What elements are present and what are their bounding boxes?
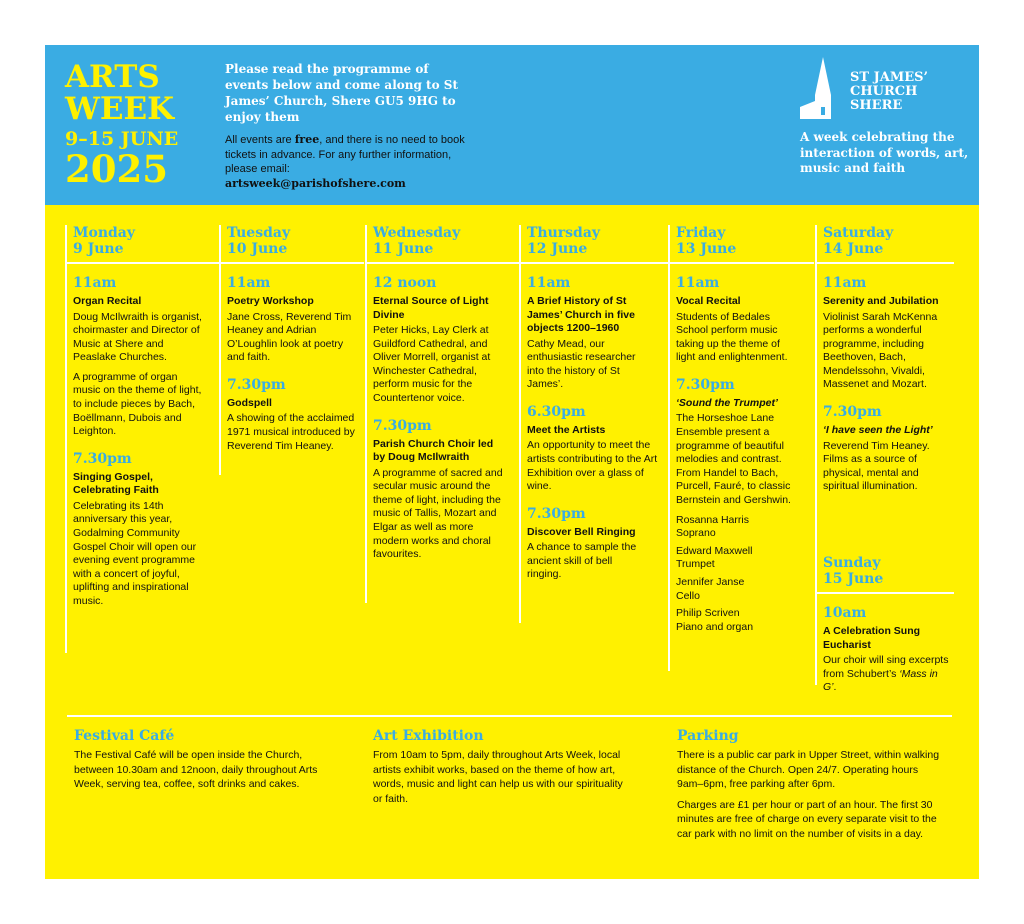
heading-rule [219,262,364,264]
day-events [373,275,505,568]
performer [676,576,808,603]
event-desc: Violinist Sarah McKenna performs a wonderful programme, including Beethoven, Bach, Mendelssohn, Vivaldi, Massenet and Mozart. [823,310,938,391]
performer-name: Rosanna Harris [676,513,749,526]
intro-lead: Please read the programme of events below and come along to St James’ Church, Shere GU5 9HG to enjoy them [225,62,458,124]
day-heading [527,225,600,257]
day-events [676,275,808,638]
day-monday [65,225,202,607]
performer-role: Cello [676,589,700,602]
event-desc: Students of Bedales School perform music taking up the theme of light and enlightenment. [676,310,788,364]
event-title: ‘Sound the Trumpet’ [676,396,778,409]
performer-name: Jennifer Janse [676,575,745,588]
event-desc: A programme of sacred and secular music around the theme of light, including the music of Tallis, Mozart and Elgar as well as more modern works and choral favourites. [373,466,503,561]
performer-role: Soprano [676,527,716,540]
intro-free: free [294,133,320,146]
footer-heading: Parking [677,728,739,744]
performer-role: Piano and organ [676,620,754,633]
day-heading [73,225,135,257]
church-logo [798,57,968,127]
heading-rule [365,262,520,264]
title-year: 2025 [65,147,168,191]
day-heading [227,225,290,257]
event-title: Eternal Source of Light Divine [373,295,489,321]
day-name: Sunday [823,555,881,571]
footer-cafe [74,728,336,798]
event-desc-text: Our choir will sing excerpts from Schubert’s [823,654,949,680]
event-time: 7.30pm [73,450,132,467]
event-time: 11am [227,275,271,291]
column-divider [668,225,670,671]
day-events [823,605,953,701]
title-line-arts: ARTS [65,59,160,95]
poster [45,45,979,879]
day-name: Monday [73,225,136,241]
event-desc: A chance to sample the ancient skill of bell ringing. [527,541,637,581]
event-title: Godspell [227,396,272,409]
day-date: 9 June [73,241,124,257]
event-desc: Cathy Mead, our enthusiastic researcher into the history of St James’. [527,337,636,391]
event-title: ‘I have seen the Light’ [823,424,933,437]
day-heading [373,225,460,257]
day-events [527,275,659,588]
intro-body-after: , and there is no need to book tickets in advance. For any further information, please email: [225,134,465,175]
event-title: Serenity and Jubilation [823,295,939,307]
performer-name: Edward Maxwell [676,544,753,557]
event-desc-end: . [833,681,837,694]
event-title: Parish Church Choir led by Doug McIlwraith [373,437,494,464]
day-name: Wednesday [373,225,461,241]
event-time: 11am [527,275,571,291]
day-heading [676,225,736,257]
event-time: 6.30pm [527,403,586,420]
title-line-week: WEEK [65,91,175,127]
heading-rule [815,262,954,264]
column-divider [519,225,521,623]
event-time: 7.30pm [227,376,286,393]
performer-role: Trumpet [676,558,715,571]
event-time: 11am [73,275,117,291]
event-desc-italic: ‘Mass in G’ [823,667,938,694]
day-name: Friday [676,225,726,241]
heading-rule [65,262,220,264]
event-time: 7.30pm [823,404,882,421]
footer-divider [67,715,952,717]
day-tuesday [219,225,355,452]
day-saturday [815,225,949,694]
performer [676,545,808,572]
footer-parking [677,728,947,847]
day-date: 14 June [823,241,884,257]
day-sunday [815,555,949,694]
event-title: Poetry Workshop [227,295,314,307]
event-title: Discover Bell Ringing [527,525,636,538]
day-events [73,275,205,615]
column-divider [65,225,67,653]
day-thursday [519,225,658,581]
event-time: 7.30pm [676,376,735,393]
church-name [850,71,970,113]
day-name: Tuesday [227,225,291,241]
footer-heading: Festival Café [74,728,175,744]
contact-email[interactable]: artsweek@parishofshere.com [225,176,406,190]
event-time: 7.30pm [373,417,432,434]
event-title: Vocal Recital [676,295,741,307]
performer [676,607,808,634]
day-events [823,275,955,500]
heading-rule [519,262,669,264]
event-desc: Celebrating its 14th anniversary this year, Godalming Community Gospel Choir will open our evening event programme with a concert of joyful, uplifting and inspirational music. [73,499,197,607]
church-name-line: CHURCH [850,84,918,99]
church-name-line: SHERE [850,98,903,113]
event-title: Organ Recital [73,295,142,307]
event-title: A Celebration Sung Eucharist [823,625,921,651]
footer-text: Charges are £1 per hour or part of an hour. The first 30 minutes are free of charge on every separate visit to the car park with no limit on the number of visits in a day. [677,798,937,840]
event-desc: A programme of organ music on the theme of light, to include pieces by Bach, Boëllmann, Dubois and Leighton. [73,370,202,438]
footer-art-exhibition [373,728,628,812]
column-divider [815,225,817,685]
church-spire-icon [798,57,848,121]
title-dates: 9–15 JUNE [65,128,179,150]
event-title: A Brief History of St James’ Church in five objects 1200–1960 [527,295,635,334]
day-date: 10 June [227,241,288,257]
header-banner [45,45,979,205]
arts-week-title [65,59,205,191]
intro-body [225,133,475,177]
footer-text: From 10am to 5pm, daily throughout Arts Week, local artists exhibit works, based on the theme of how art, words, music and light can help us with our spirituality or faith. [373,749,623,805]
day-date: 11 June [373,241,434,257]
intro-text [225,61,475,191]
day-name: Saturday [823,225,894,241]
event-time: 12 noon [373,275,437,291]
event-time: 11am [676,275,720,291]
footer-text: The Festival Café will be open inside the Church, between 10.30am and 12noon, daily throughout Arts Week, serving tea, coffee, soft drinks and cakes. [74,749,318,790]
tagline: A week celebrating the interaction of words, art, music and faith [800,130,969,175]
event-desc: Jane Cross, Reverend Tim Heaney and Adrian O’Loughlin look at poetry and faith. [227,310,352,364]
event-title: Singing Gospel, Celebrating Faith [73,470,159,497]
day-events [227,275,359,459]
event-desc: An opportunity to meet the artists contributing to the Art Exhibition over a glass of wine. [527,439,658,493]
heading-rule [815,592,954,594]
event-desc: The Horseshoe Lane Ensemble present a programme of beautiful melodies and contrast. From Handel to Bach, Purcell, Fauré, to classic Bernstein and Gershwin. [676,412,791,506]
day-wednesday [365,225,503,561]
heading-rule [668,262,814,264]
day-date: 15 June [823,571,884,587]
event-desc: Doug McIlwraith is organist, choirmaster and Director of Music at Shere and Peaslake Churches. [73,310,202,364]
day-date: 12 June [527,241,588,257]
event-title: Meet the Artists [527,423,606,436]
performer-name: Philip Scriven [676,607,740,620]
day-heading [823,555,883,587]
day-friday [668,225,791,633]
footer-text: There is a public car park in Upper Street, within walking distance of the Church. Open 24/7. Operating hours 9am–6pm, free parking after 6pm. [677,749,940,790]
event-desc: Peter Hicks, Lay Clerk at Guildford Cathedral, and Oliver Morrell, organist at Winchester Cathedral, perform music for the Countertenor voice. [373,324,491,404]
event-desc: A showing of the acclaimed 1971 musical introduced by Reverend Tim Heaney. [227,412,355,452]
day-name: Thursday [527,225,601,241]
event-time: 11am [823,275,867,291]
performer [676,514,808,541]
day-date: 13 June [676,241,737,257]
footer-heading: Art Exhibition [373,728,484,744]
event-time: 7.30pm [527,505,586,522]
intro-body-before: All events are [225,134,295,146]
column-divider [365,225,367,603]
event-time: 10am [823,605,867,621]
event-desc: Reverend Tim Heaney. Films as a source of physical, mental and spiritual illumination. [823,439,930,493]
day-heading [823,225,893,257]
event-desc [823,654,953,695]
church-name-line: ST JAMES’ [850,70,929,85]
